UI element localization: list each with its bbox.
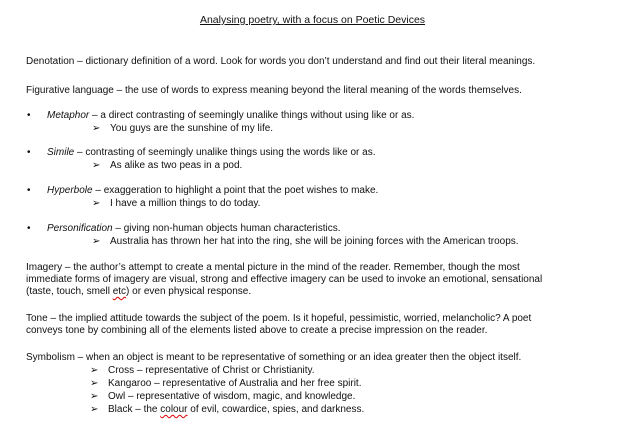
tone-line-1: – the implied attitude towards the subject of the poem. Is it hopeful, pessimistic, worried, melancholic? A poet <box>47 313 532 324</box>
denotation-text: – dictionary definition of a word. Look for words you don’t understand and find out their literal meanings. <box>74 56 536 67</box>
simile-example <box>92 160 242 172</box>
symbolism-text: – when an object is meant to be representative of something or an idea greater then the object itself. <box>74 352 522 363</box>
imagery-etc: etc <box>112 286 127 297</box>
symbol-item-text: Black – the <box>108 404 161 415</box>
metaphor-example <box>92 123 273 135</box>
arrow-icon: ➢ <box>92 236 101 247</box>
symbol-item-kangaroo <box>90 378 361 390</box>
denotation-term: Denotation <box>26 56 75 67</box>
personification-term: Personification <box>47 223 113 234</box>
tone-line-2: conveys tone by combining all of the elements listed above to create a precise impression on the reader. <box>26 325 488 336</box>
imagery-paragraph <box>26 262 616 298</box>
document-title <box>0 14 625 26</box>
arrow-icon: ➢ <box>92 123 101 134</box>
metaphor-text: – a direct contrasting of seemingly unalike things without using like or as. <box>89 110 415 121</box>
bullet-dot: • <box>27 185 31 196</box>
simile-line <box>47 147 607 159</box>
arrow-icon: ➢ <box>92 198 101 209</box>
imagery-line-3a: (taste, touch, smell <box>26 286 113 297</box>
simile-text: – contrasting of seemingly unalike things using the words like or as. <box>74 147 376 158</box>
symbol-item-text-after: of evil, cowardice, spies, and darkness. <box>187 404 365 415</box>
symbol-item-owl <box>90 391 355 403</box>
metaphor-line <box>47 110 607 122</box>
title-text: Analysing poetry, with a focus on Poetic Devices <box>199 14 426 26</box>
simile-example-text: As alike as two peas in a pod. <box>110 160 243 171</box>
hyperbole-example <box>92 198 260 210</box>
symbol-item-black <box>90 404 364 416</box>
figurative-text: – the use of words to express meaning beyond the literal meaning of the words themselves. <box>113 85 522 96</box>
arrow-icon: ➢ <box>90 365 99 376</box>
imagery-line-1: – the author’s attempt to create a mental picture in the mind of the reader. Remember, though the most <box>62 262 520 273</box>
symbolism-term: Symbolism <box>26 352 75 363</box>
bullet-dot: • <box>27 223 31 234</box>
arrow-icon: ➢ <box>90 378 99 389</box>
simile-term: Simile <box>47 147 75 158</box>
arrow-icon: ➢ <box>92 160 101 171</box>
symbol-item-cross <box>90 365 315 377</box>
arrow-icon: ➢ <box>90 391 99 402</box>
personification-text: – giving non-human objects human characteristics. <box>112 223 341 234</box>
symbol-item-colour: colour <box>160 404 188 415</box>
denotation-paragraph <box>26 56 616 68</box>
symbolism-paragraph <box>26 352 616 364</box>
bullet-dot: • <box>27 110 31 121</box>
hyperbole-text: – exaggeration to highlight a point that the poet wishes to make. <box>92 185 379 196</box>
figurative-term: Figurative language <box>26 85 114 96</box>
personification-line <box>47 223 607 235</box>
imagery-line-2: immediate forms of imagery are visual, strong and effective imagery can be used to invoke an emotional, sensational <box>26 274 543 285</box>
symbol-item-text: Cross – representative of Christ or Christianity. <box>108 365 315 376</box>
metaphor-term: Metaphor <box>47 110 90 121</box>
metaphor-example-text: You guys are the sunshine of my life. <box>110 123 274 134</box>
tone-paragraph <box>26 313 616 337</box>
personification-example <box>92 236 519 248</box>
hyperbole-example-text: I have a million things to do today. <box>110 198 261 209</box>
hyperbole-term: Hyperbole <box>47 185 93 196</box>
personification-example-text: Australia has thrown her hat into the ring, she will be joining forces with the American troops. <box>110 236 519 247</box>
symbol-item-text: Kangaroo – representative of Australia and her free spirit. <box>108 378 362 389</box>
symbol-item-text: Owl – representative of wisdom, magic, and knowledge. <box>108 391 356 402</box>
arrow-icon: ➢ <box>90 404 99 415</box>
figurative-paragraph <box>26 85 616 97</box>
imagery-line-3b: ) or even physical response. <box>126 286 252 297</box>
hyperbole-line <box>47 185 607 197</box>
tone-term: Tone <box>26 313 48 324</box>
bullet-dot: • <box>27 147 31 158</box>
imagery-term: Imagery <box>26 262 63 273</box>
